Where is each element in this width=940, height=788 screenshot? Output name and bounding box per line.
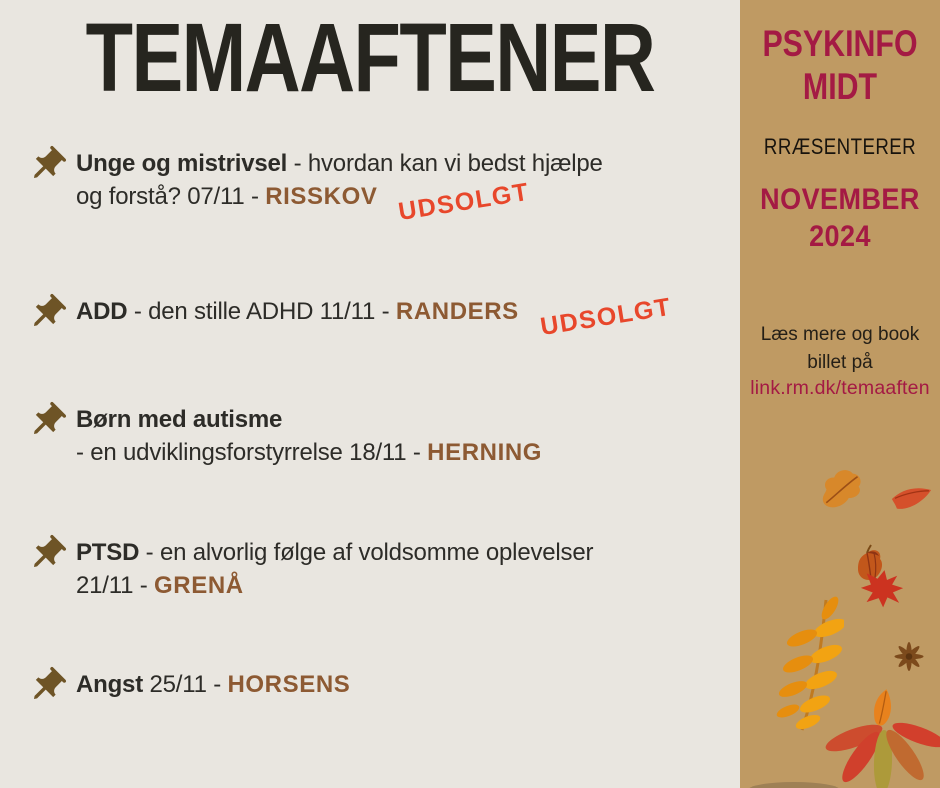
red-leaf-icon [888, 481, 933, 517]
pushpin-icon [26, 665, 68, 707]
autumn-leaf-icon [824, 718, 940, 788]
event-item [26, 292, 726, 361]
brand-line2: MIDT [802, 66, 878, 107]
event-line1 [76, 292, 674, 342]
event-city: HERNING [427, 439, 543, 466]
sidebar [740, 0, 940, 788]
event-text [76, 536, 613, 602]
event-city: RISSKOV [265, 183, 378, 210]
presents-label: RRÆSENTERER [763, 134, 917, 159]
event-line1 [76, 147, 623, 180]
soldout-badge: UDSOLGT [538, 292, 674, 342]
pushpin-icon [26, 400, 68, 442]
event-line2 [76, 436, 562, 469]
soldout-badge: UDSOLGT [396, 177, 532, 227]
booking-info-line1: Læs mere og book [760, 324, 920, 345]
event-item [26, 536, 726, 602]
event-item [26, 403, 726, 469]
event-topic: Unge og mistrivsel [76, 150, 288, 177]
maple-leaf-icon [855, 565, 908, 611]
rowan-leaf-icon [774, 596, 844, 734]
event-text [76, 292, 674, 361]
event-line1 [76, 668, 370, 701]
event-desc: - hvordan kan vi bedst hjælpe [287, 150, 603, 177]
event-text [76, 147, 623, 227]
event-text [76, 668, 370, 734]
event-line2 [76, 177, 623, 227]
event-city: RANDERS [395, 298, 519, 325]
brand-line1: PSYKINFO [762, 23, 918, 64]
event-topic: ADD [76, 298, 128, 325]
event-line1 [76, 403, 562, 436]
event-desc: 21/11 - [76, 572, 155, 599]
event-topic: Børn med autisme [76, 406, 283, 433]
event-city: HORSENS [227, 671, 351, 698]
event-item [26, 668, 726, 734]
pushpin-icon [26, 292, 68, 334]
month-title [750, 181, 930, 255]
booking-info [740, 321, 940, 377]
pushpin-icon [26, 533, 68, 575]
booking-link: link.rm.dk/temaaften [750, 377, 930, 399]
page-title: TEMAAFTENER [85, 3, 655, 112]
pushpin-icon [26, 144, 68, 186]
event-desc: - en alvorlig følge af voldsomme oplevelser [139, 539, 594, 566]
event-desc: - den stille ADHD 11/11 - [127, 298, 396, 325]
brand-title [758, 22, 922, 108]
event-desc: 25/11 - [143, 671, 228, 698]
month-line1: NOVEMBER [760, 183, 920, 216]
event-item [26, 147, 726, 227]
event-line2 [76, 701, 370, 734]
event-desc: - en udviklingsforstyrrelse 18/11 - [76, 439, 428, 466]
month-line2: 2024 [809, 220, 871, 253]
event-topic: Angst [76, 671, 143, 698]
event-text [76, 403, 562, 469]
event-topic: PTSD [76, 539, 140, 566]
event-line2 [76, 569, 613, 602]
event-line1 [76, 536, 613, 569]
oak-leaf-icon [814, 463, 872, 516]
event-city: GRENÅ [154, 572, 244, 599]
event-desc: og forstå? 07/11 - [76, 183, 266, 210]
star-anise-icon [893, 641, 925, 672]
booking-info-line2: billet på [807, 352, 873, 373]
